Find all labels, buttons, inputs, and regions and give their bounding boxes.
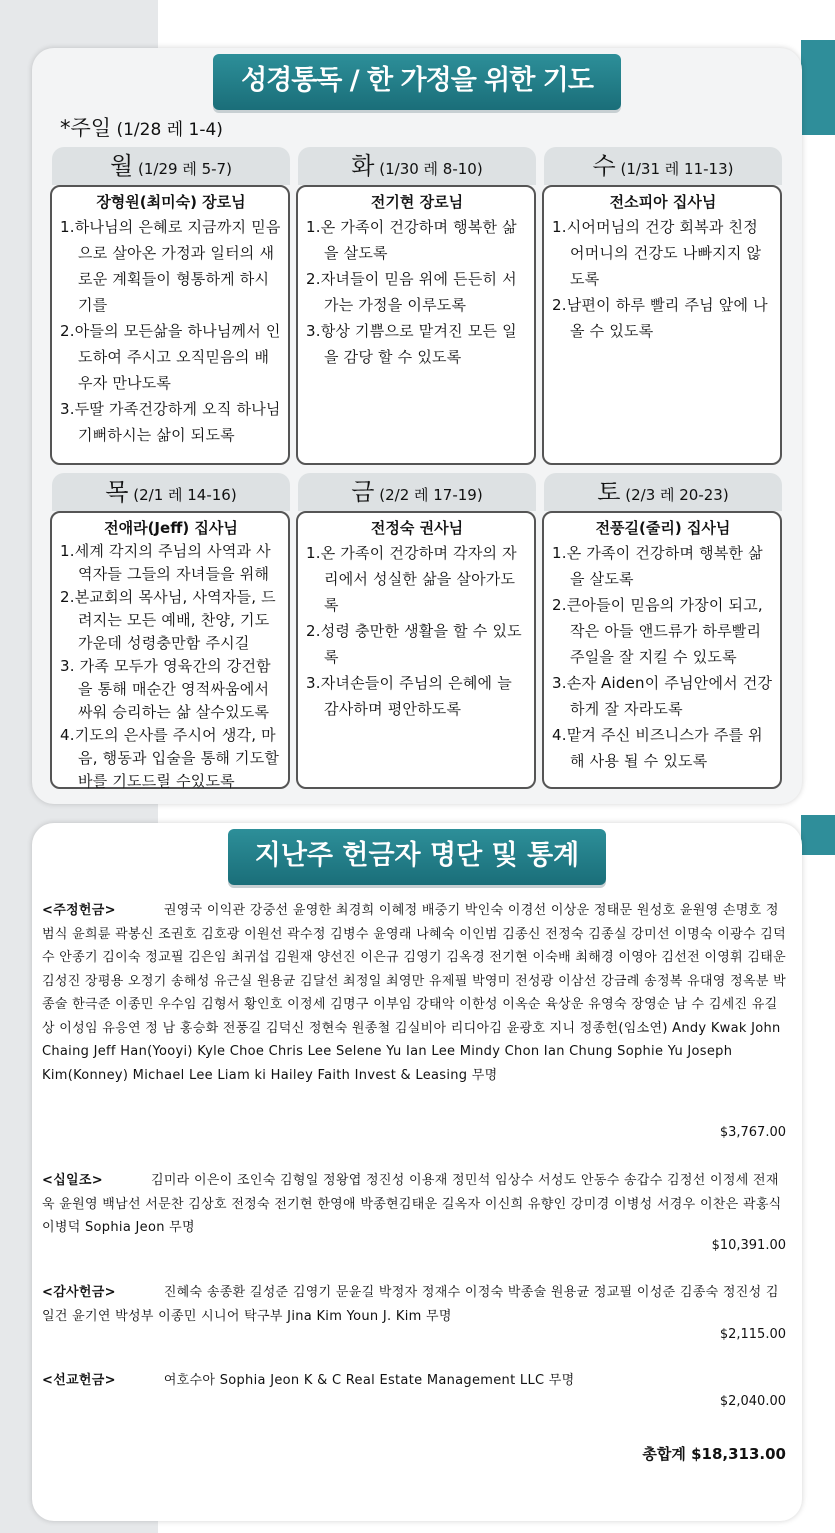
section1-title: 성경통독 / 한 가정을 위한 기도 <box>213 54 621 110</box>
category-label: <주정헌금> <box>42 903 116 918</box>
sunday-reading <box>60 112 223 142</box>
prayer-item: 1.세계 각지의 주님의 사역과 사역자들 그들의 자녀들을 위해 <box>60 542 271 583</box>
category-label: <감사헌금> <box>42 1285 116 1300</box>
prayer-item: 1.하나님의 은혜로 지금까지 믿음으로 살아온 가정과 일터의 새로운 계획들이 형통하게 하시기를 <box>60 218 281 314</box>
category-amount: $2,115.00 <box>719 1327 786 1342</box>
day-header-mon <box>52 147 290 185</box>
category-label: <선교헌금> <box>42 1373 116 1388</box>
prayer-item: 2.남편이 하루 빨리 주님 앞에 나올 수 있도록 <box>552 296 768 340</box>
day-box-sat <box>542 511 782 789</box>
prayer-item: 3.두딸 가족건강하게 오직 하나님 기뻐하시는 삶이 되도록 <box>60 400 281 444</box>
prayer-item: 3. 가족 모두가 영육간의 강건함을 통해 매순간 영적싸움에서 싸워 승리하는 삶 살수있도록 <box>60 657 271 721</box>
prayer-item: 1.시어머님의 건강 회복과 친정 어머니의 건강도 나빠지지 않도록 <box>552 218 762 288</box>
sunday-ref: (1/28 레 1-4) <box>116 120 223 140</box>
day-ref: (2/1 레 14-16) <box>133 486 237 504</box>
person-name: 전기현 장로님 <box>370 193 464 211</box>
offering-category-mission <box>42 1369 790 1393</box>
day-box-thu <box>50 511 290 789</box>
offering-panel <box>32 823 802 1521</box>
prayer-item: 3.손자 Aiden이 주님안에서 건강하게 잘 자라도록 <box>552 674 773 718</box>
prayer-item: 2.본교회의 목사님, 사역자들, 드려지는 모든 예배, 찬양, 기도가운데 성령충만함 주시길 <box>60 588 276 652</box>
day-ref: (1/29 레 5-7) <box>138 160 232 178</box>
day-box-tue <box>296 185 536 465</box>
person-name: 전풍길(줄리) 집사님 <box>595 519 731 537</box>
day-name: 월 <box>110 152 134 180</box>
prayer-item: 3.항상 기쁨으로 맡겨진 모든 일을 감당 할 수 있도록 <box>306 322 517 366</box>
section2-title: 지난주 헌금자 명단 및 통계 <box>228 829 606 885</box>
category-amount: $10,391.00 <box>711 1238 786 1253</box>
day-header-sat <box>544 473 782 511</box>
prayer-item: 1.온 가족이 건강하며 각자의 자리에서 성실한 삶을 살아가도록 <box>306 544 517 614</box>
day-name: 토 <box>597 478 621 506</box>
offering-category-tithe-weekly <box>42 899 790 1087</box>
person-name: 전정숙 권사님 <box>370 519 464 537</box>
day-header-thu <box>52 473 290 511</box>
prayer-item: 1.온 가족이 건강하며 행복한 삶을 살도록 <box>552 544 763 588</box>
teal-edge-decoration <box>801 40 835 135</box>
donor-names: 여호수아 Sophia Jeon K & C Real Estate Management LLC 무명 <box>163 1373 575 1388</box>
prayer-item: 1.온 가족이 건강하며 행복한 삶을 살도록 <box>306 218 517 262</box>
day-name: 금 <box>351 478 375 506</box>
prayer-item: 2.아들의 모든삶을 하나님께서 인도하여 주시고 오직믿음의 배우자 만나도록 <box>60 322 281 392</box>
prayer-item: 2.자녀들이 믿음 위에 든든히 서가는 가정을 이루도록 <box>306 270 517 314</box>
prayer-item: 4.기도의 은사를 주시어 생각, 마음, 행동과 입술을 통해 기도할 바를 기도드릴 수있도록 <box>60 726 280 790</box>
person-name: 전소피아 집사님 <box>609 193 717 211</box>
offering-category-tithe <box>42 1169 790 1240</box>
total-amount: $18,313.00 <box>691 1445 786 1463</box>
donor-names: 진혜숙 송종환 길성준 김영기 문윤길 박정자 정재수 이정숙 박종술 원용균 정교필 이성준 김종숙 정진성 김일건 윤기연 박성부 이종민 시니어 탁구부 Jina Kim Youn J. Kim 무명 <box>42 1285 779 1324</box>
prayer-item: 4.맡겨 주신 비즈니스가 주를 위해 사용 될 수 있도록 <box>552 726 763 770</box>
category-label: <십일조> <box>42 1173 103 1188</box>
offering-category-thanks <box>42 1281 790 1328</box>
total-label: 총합계 <box>642 1445 686 1463</box>
day-header-wed <box>544 147 782 185</box>
day-box-fri <box>296 511 536 789</box>
day-name: 화 <box>351 152 375 180</box>
sunday-mark: *주일 <box>60 116 112 140</box>
day-name: 수 <box>592 152 616 180</box>
day-header-fri <box>298 473 536 511</box>
day-ref: (1/31 레 11-13) <box>620 160 734 178</box>
day-name: 목 <box>105 478 129 506</box>
day-box-mon <box>50 185 290 465</box>
prayer-item: 2.큰아들이 믿음의 가장이 되고, 작은 아들 앤드류가 하루빨리 주일을 잘 지킬 수 있도록 <box>552 596 763 666</box>
person-name: 전애라(Jeff) 집사님 <box>104 519 238 537</box>
donor-names: 김미라 이은이 조인숙 김형일 정왕엽 정진성 이용재 정민석 임상수 서성도 안동수 송갑수 김정선 이정세 전재욱 윤원영 백남선 서문찬 김상호 전정숙 전기현 한영애 박종현김태운 길옥자 이신희 유향인 강미경 이병성 서경우 이찬은 곽홍식 이병덕 Sophia Jeon 무명 <box>42 1173 782 1235</box>
day-box-wed <box>542 185 782 465</box>
prayer-panel <box>32 48 802 804</box>
day-ref: (1/30 레 8-10) <box>379 160 483 178</box>
teal-edge-decoration-2 <box>801 815 835 855</box>
prayer-item: 2.성령 충만한 생활을 할 수 있도록 <box>306 622 522 666</box>
donor-names: 권영국 이익관 강중선 윤영한 최경희 이혜정 배중기 박인숙 이경선 이상운 정태문 원성호 윤원영 손명호 정범식 윤희륜 곽봉신 조권호 김호광 이원선 곽수정 김병수 윤영래 나혜숙 이인범 김종신 전정숙 김종실 강미선 이명숙 이광수 김덕수 안종기 김이숙 정교필 김은임 최귀섭 김원재 양선진 이은규 김영기 김옥경 전기현 이숙배 최해경 이영아 김선전 이영휘 김태운 김성진 장평용 오정기 송해성 유근실 원용균 김달선 최정일 최영만 유제필 박영미 전성광 이삼선 강금례 송정복 유대영 정옥분 박종술 한극준 이종민 우수임 김형서 황인호 이정세 김명구 이부임 강태악 이한성 이옥순 육상운 유영숙 장영순 남 수 김세진 유길상 이성임 유응연 정 남 홍승화 전풍길 김덕신 정현숙 원종철 김실비아 리디아김 윤광호 지니 정종헌(임소연) Andy Kwak John Chaing Jeff Han(Yooyi) Kyle Choe Chris Lee Selene Yu Ian Lee Mindy Chon Ian Chung Sophie Yu Joseph Kim(Konney) Michael Lee Liam ki Hailey Faith Invest & Leasing 무명 <box>42 903 786 1083</box>
grand-total <box>642 1443 786 1464</box>
prayer-item: 3.자녀손들이 주님의 은혜에 늘 감사하며 평안하도록 <box>306 674 512 718</box>
day-header-tue <box>298 147 536 185</box>
day-ref: (2/3 레 20-23) <box>625 486 729 504</box>
person-name: 장형원(최미숙) 장로님 <box>96 193 246 211</box>
category-amount: $3,767.00 <box>719 1125 786 1140</box>
category-amount: $2,040.00 <box>719 1394 786 1409</box>
day-ref: (2/2 레 17-19) <box>379 486 483 504</box>
